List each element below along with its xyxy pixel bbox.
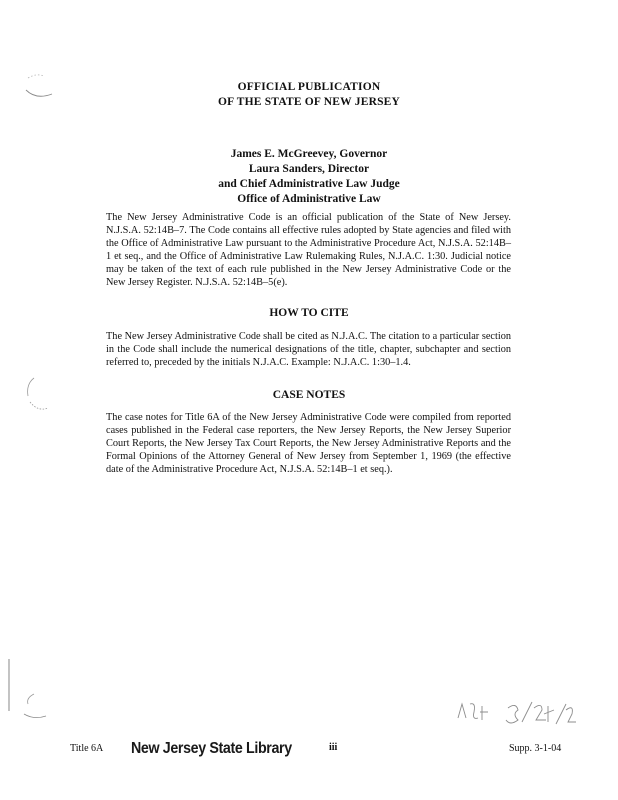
margin-rule-icon: [4, 655, 14, 715]
director-line: Laura Sanders, Director: [248, 163, 370, 175]
punch-hole-mark-icon: [18, 690, 54, 724]
punch-hole-mark-icon: [20, 372, 56, 420]
punch-hole-mark-icon: [22, 70, 58, 104]
judge-line: and Chief Administrative Law Judge: [218, 178, 400, 190]
supplement-date: Supp. 3-1-04: [509, 743, 562, 754]
how-to-cite-heading: HOW TO CITE: [269, 307, 349, 319]
officials-block: [0, 147, 618, 207]
title-line: OF THE STATE OF NEW JERSEY: [217, 96, 401, 108]
page-number: iii: [329, 742, 338, 753]
footer-title-label: Title 6A: [70, 743, 104, 754]
intro-paragraph: The New Jersey Administrative Code is an official publication of the State of New Jersey. N.J.S.A. 52:14B–7. The Code contains all effective rules adopted by State agencies and filed with the Office of Administrative Law pursuant to the Administrative Procedure Act, N.J.S.A. 52:14B–1 et seq., and the Office of Administrative Law Rulemaking Rules, N.J.A.C. 1:30. Judicial notice may be taken of the text of each rule published in the New Jersey Administrative Code or the New Jersey Register. N.J.S.A. 52:14B–5(e).: [106, 212, 511, 289]
case-notes-heading: CASE NOTES: [272, 389, 346, 401]
publication-title: [0, 80, 618, 110]
handwritten-date-annotation-icon: [452, 696, 582, 732]
page-footer: [0, 740, 618, 762]
governor-line: James E. McGreevey, Governor: [230, 148, 388, 160]
how-to-cite-paragraph: The New Jersey Administrative Code shall be cited as N.J.A.C. The citation to a particular section in the Code shall include the numerical designations of the title, chapter, subchapter and section referred to, preceded by the initials N.J.A.C. Example: N.J.A.C. 1:30–1.4.: [106, 331, 511, 369]
case-notes-paragraph: The case notes for Title 6A of the New Jersey Administrative Code were compiled from reported cases published in the Federal case reporters, the New Jersey Reports, the New Jersey Superior Court Reports, the New Jersey Tax Court Reports, the New Jersey Administrative Reports and the Formal Opinions of the Attorney General of New Jersey from September 1, 1969 (the effective date of the Administrative Procedure Act, N.J.S.A. 52:14B–1 et seq.).: [106, 412, 511, 476]
title-line: OFFICIAL PUBLICATION: [237, 81, 381, 93]
library-stamp: New Jersey State Library: [131, 740, 292, 757]
office-line: Office of Administrative Law: [237, 193, 381, 205]
